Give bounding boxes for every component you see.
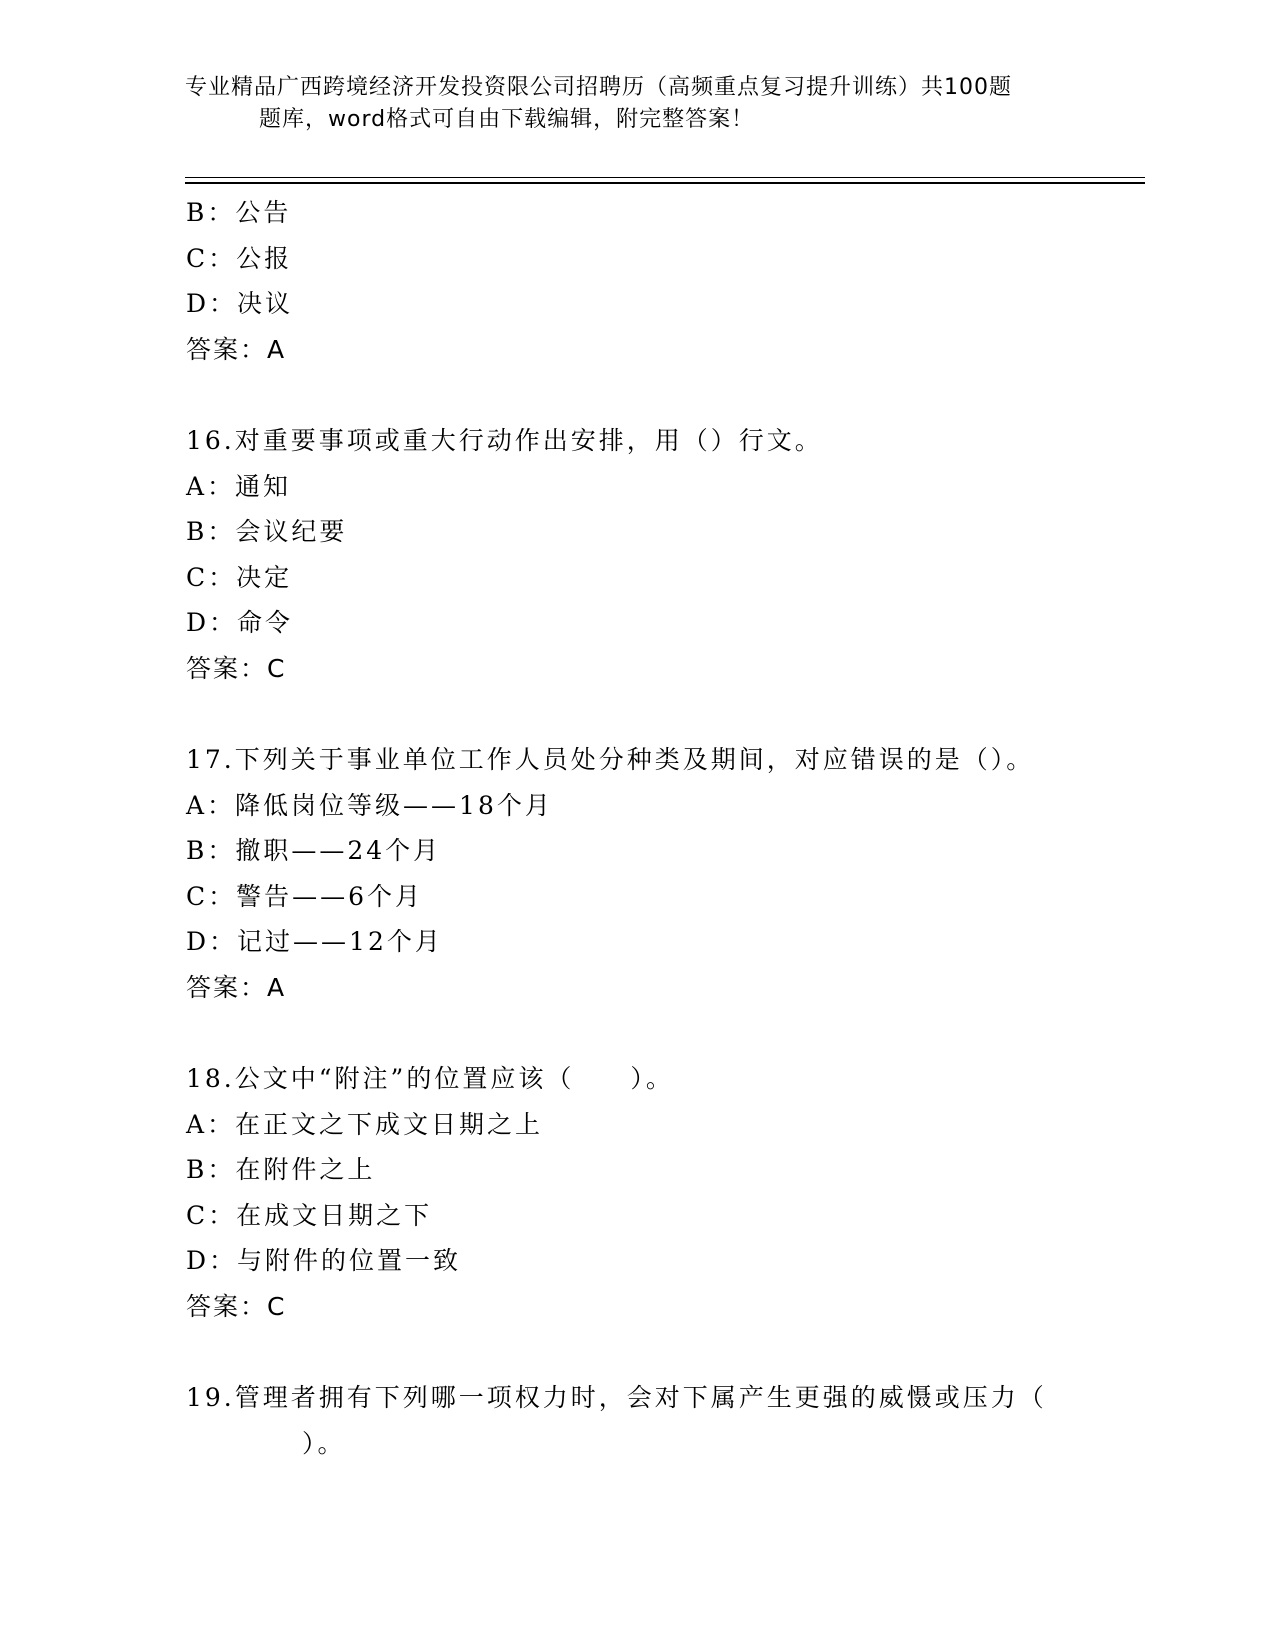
question-text-continued: ）。 xyxy=(302,1428,346,1458)
spacer xyxy=(186,1329,1086,1375)
question-19 xyxy=(186,1375,1086,1466)
question-16 xyxy=(186,418,1086,691)
option-d: D：决议 xyxy=(186,289,294,318)
header-rule-thin xyxy=(185,177,1145,178)
document-header xyxy=(185,72,1085,136)
option-a: A：在正文之下成文日期之上 xyxy=(186,1109,544,1139)
option-b: B：在附件之上 xyxy=(186,1155,376,1184)
answer-line: 答案：A xyxy=(186,972,287,1002)
question-list xyxy=(186,190,1086,1466)
option-d: D：与附件的位置一致 xyxy=(186,1246,462,1275)
header-rule-thick xyxy=(185,182,1145,184)
option-c: C：在成文日期之下 xyxy=(186,1200,433,1230)
spacer xyxy=(186,372,1086,418)
option-c: C：警告——6个月 xyxy=(186,881,424,911)
option-a: A：降低岗位等级——18个月 xyxy=(186,790,553,820)
answer-line: 答案：C xyxy=(186,1291,287,1321)
option-c: C：决定 xyxy=(186,562,293,592)
option-d: D：命令 xyxy=(186,608,294,637)
answer-line: 答案：C xyxy=(186,653,287,683)
question-text: 16.对重要事项或重大行动作出安排，用（）行文。 xyxy=(186,426,823,455)
option-b: B：会议纪要 xyxy=(186,517,348,546)
spacer xyxy=(186,1010,1086,1056)
header-title-line2: 题库，word格式可自由下载编辑，附完整答案！ xyxy=(259,107,755,132)
option-a: A：通知 xyxy=(186,471,292,501)
option-b: B：撤职——24个月 xyxy=(186,836,442,865)
header-title-line1: 专业精品广西跨境经济开发投资限公司招聘历（高频重点复习提升训练）共100题 xyxy=(185,75,1012,100)
option-c: C：公报 xyxy=(186,243,293,273)
option-d: D：记过——12个月 xyxy=(186,927,443,956)
question-text: 17.下列关于事业单位工作人员处分种类及期间，对应错误的是（）。 xyxy=(186,745,1035,774)
question-text: 18.公文中“附注”的位置应该（ ）。 xyxy=(186,1064,674,1093)
spacer xyxy=(186,691,1086,737)
question-17 xyxy=(186,737,1086,1010)
option-b: B：公告 xyxy=(186,198,292,227)
question-18 xyxy=(186,1056,1086,1329)
question-text: 19.管理者拥有下列哪一项权力时，会对下属产生更强的威慑或压力（ xyxy=(186,1383,1047,1412)
question-15 xyxy=(186,190,1086,372)
answer-line: 答案：A xyxy=(186,334,287,364)
